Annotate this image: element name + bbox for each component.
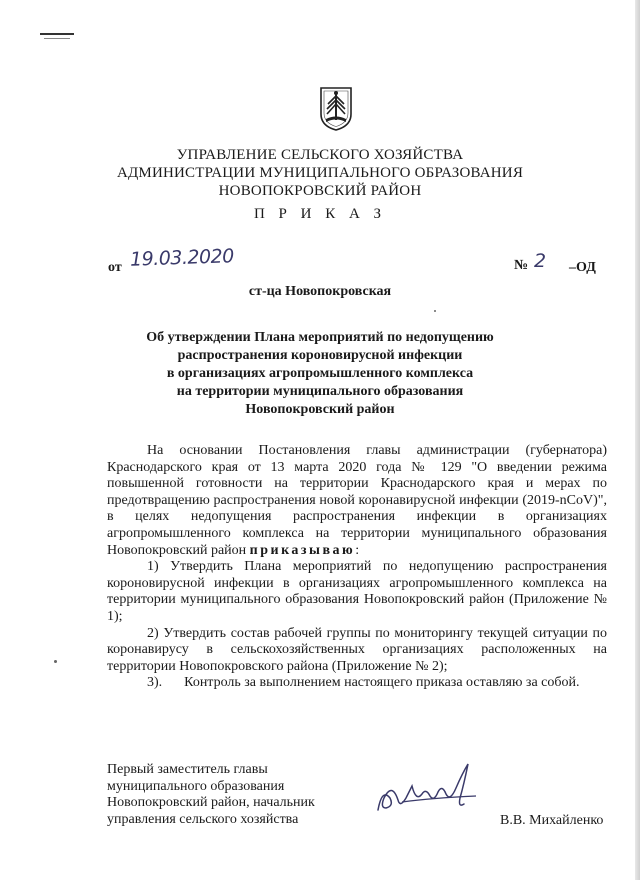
order-colon: : <box>355 542 360 558</box>
position-line: управления сельского хозяйства <box>107 811 299 827</box>
place-of-issue: ст-ца Новопокровская <box>248 284 392 299</box>
intro-text: На основании Постановления главы администрации (губернатора) Краснодарского края от 13 марта 2020 года № 129 "О введении режима повышенной готовности на территории Краснодарского края и мерах по предотвращению распространения новой коронавирусной инфекции (2019-nCoV)", в целях недопущения распространения инфекции в организациях агропромышленного комплекса на территории муниципального образования Новопокровский район <box>107 443 607 558</box>
subject-line: в организациях агропромышленного комплекса <box>166 366 474 381</box>
order-item-2: 2) Утвердить состав рабочей группы по мониторингу текущей ситуации по коронавирусу в сельскохозяйственных организациях расположенных на территории Новопокровского района (Приложение № 2); <box>107 625 607 674</box>
order-item-3 <box>107 675 607 692</box>
date-handwritten: 19.03.2020 <box>129 245 235 271</box>
item-3-number: 3). <box>147 675 163 691</box>
signatory-position <box>107 762 315 828</box>
header-line-1: УПРАВЛЕНИЕ СЕЛЬСКОГО ХОЗЯЙСТВА <box>176 147 464 163</box>
date-label: от <box>108 260 122 275</box>
subject-line: Об утверждении Плана мероприятий по недопущению <box>146 330 494 345</box>
handwritten-signature <box>372 758 492 820</box>
document-body <box>107 443 607 692</box>
coat-of-arms-icon <box>318 86 354 132</box>
subject-line: распространения короновирусной инфекции <box>177 348 463 363</box>
header-line-3: НОВОПОКРОВСКИЙ РАЙОН <box>218 183 422 199</box>
scan-speck <box>54 660 57 663</box>
signatory-name: В.В. Михайленко <box>500 813 604 828</box>
scan-speck <box>434 310 436 312</box>
position-line: муниципального образования <box>107 778 285 794</box>
number-suffix: –ОД <box>569 260 596 275</box>
subject-line: Новопокровский район <box>245 402 395 417</box>
position-line: Первый заместитель главы <box>107 762 268 777</box>
number-label: № <box>514 258 529 273</box>
document-subject <box>0 329 640 419</box>
order-item-1: 1) Утвердить Плана мероприятий по недопущению распространения короновирусной инфекции в организациях агропромышленного комплекса на территории муниципального образования Новопокровский район (Приложение № 1); <box>107 559 607 624</box>
scan-mark <box>40 33 74 35</box>
item-3-text: Контроль за выполнением настоящего приказа оставляю за собой. <box>184 675 580 691</box>
document-type: П Р И К А З <box>253 206 387 222</box>
order-word: приказываю <box>249 542 356 558</box>
position-line: Новопокровский район, начальник <box>107 795 315 811</box>
intro-paragraph <box>107 443 607 559</box>
subject-line: на территории муниципального образования <box>176 384 464 399</box>
scan-mark <box>44 38 70 39</box>
header-line-2: АДМИНИСТРАЦИИ МУНИЦИПАЛЬНОГО ОБРАЗОВАНИЯ <box>116 165 524 181</box>
scan-edge <box>635 0 640 880</box>
number-handwritten: 2 <box>534 250 547 272</box>
